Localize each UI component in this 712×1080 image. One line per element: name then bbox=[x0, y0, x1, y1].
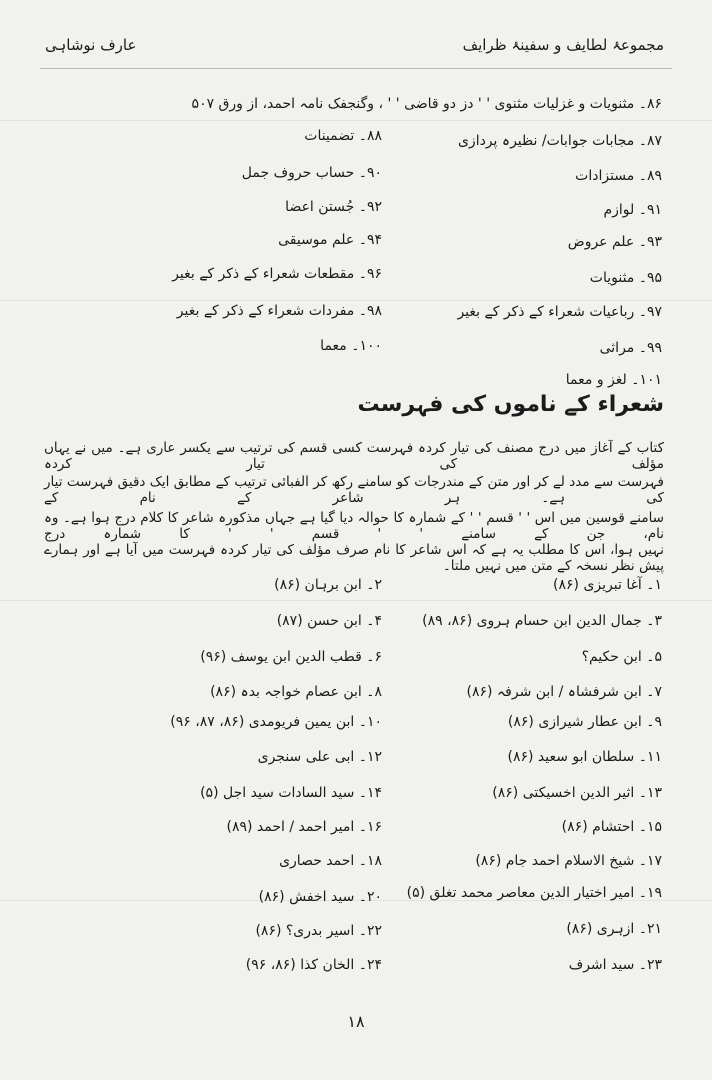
paragraph-line: سامنے قوسین میں اس ' ' قسم ' ' کے شمارہ کا حوالہ دیا گیا ہے جہاں مذکورہ شاعر کا کلام درج ہوا ہے۔ وہ نام، جن کے سامنے ' ' قسم ' ' کا شمارہ درج bbox=[44, 510, 664, 542]
list-item-86: ۸۶۔ مثنویات و غزلیات مثنوی ' ' دز دو قاضی ' ' ، وگنجفک نامہ احمد، از ورق ۵۰۷ bbox=[191, 96, 662, 112]
list-item: ۹۲۔ جُستن اعضا bbox=[285, 199, 382, 215]
poet-entry: ۲۴۔ الخان کذا (۸۶، ۹۶) bbox=[245, 957, 382, 973]
list-item: ۹۶۔ مقطعات شعراء کے ذکر کے بغیر bbox=[172, 266, 382, 282]
running-title: مجموعۂ لطایف و سفینۂ ظرایف bbox=[462, 36, 664, 54]
list-item: ۹۱۔ لوازم bbox=[603, 202, 662, 218]
paragraph-line: نہیں ہوا، اس کا مطلب یہ ہے کہ اس شاعر کا نام صرف مؤلف کی تیار کردہ فہرست میں آیا ہے اور ہمارے پیش نظر نسخہ کے متن میں نہیں ملتا۔ bbox=[44, 542, 664, 574]
poet-entry: ۱۹۔ امیر اختیار الدین معاصر محمد تغلق (۵) bbox=[406, 885, 662, 901]
list-item-101: ۱۰۱۔ لغز و معما bbox=[565, 372, 662, 388]
paragraph-line: کتاب کے آغاز میں درج مصنف کی تیار کردہ فہرست کسی قسم کی ترتیب سے یکسر عاری ہے۔ میں نے یہاں مؤلف کی تیار کردہ bbox=[44, 440, 664, 472]
poet-entry: ۹۔ ابن عطار شیرازی (۸۶) bbox=[507, 714, 662, 730]
poet-entry: ۱۱۔ سلطان ابو سعید (۸۶) bbox=[507, 749, 662, 765]
poet-entry: ۱۶۔ امیر احمد / احمد (۸۹) bbox=[226, 819, 382, 835]
poet-entry: ۱۸۔ احمد حصاری bbox=[279, 853, 382, 869]
section-heading: شعراء کے ناموں کی فہرست bbox=[357, 392, 664, 417]
list-item: ۹۷۔ رباعیات شعراء کے ذکر کے بغیر bbox=[457, 304, 662, 320]
list-item: ۸۸۔ تضمینات bbox=[304, 128, 382, 144]
author-name: عارف نوشاہی bbox=[45, 36, 137, 54]
poet-entry: ۲۔ ابن برہان (۸۶) bbox=[274, 577, 382, 593]
list-item: ۹۵۔ مثنویات bbox=[589, 270, 662, 286]
poet-entry: ۲۳۔ سید اشرف bbox=[568, 957, 662, 973]
poet-entry: ۱۲۔ ابی علی سنجری bbox=[257, 749, 382, 765]
list-item: ۹۳۔ علم عروض bbox=[567, 234, 662, 250]
poet-entry: ۴۔ ابن حسن (۸۷) bbox=[276, 613, 382, 629]
list-item: ۸۹۔ مستزادات bbox=[575, 168, 662, 184]
poet-entry: ۸۔ ابن عصام خواجہ بدہ (۸۶) bbox=[210, 684, 382, 700]
poet-entry: ۷۔ ابن شرفشاہ / ابن شرفہ (۸۶) bbox=[466, 684, 662, 700]
list-item: ۱۰۰۔ معما bbox=[320, 338, 382, 354]
poet-entry: ۱۳۔ اثیر الدین اخسیکتی (۸۶) bbox=[492, 785, 662, 801]
poet-entry: ۵۔ ابن حکیم؟ bbox=[581, 649, 662, 665]
poet-entry: ۳۔ جمال الدین ابن حسام ہروی (۸۶، ۸۹) bbox=[422, 613, 662, 629]
poet-entry: ۶۔ قطب الدین ابن یوسف (۹۶) bbox=[200, 649, 382, 665]
poet-entry: ۲۱۔ ازہری (۸۶) bbox=[566, 921, 662, 937]
header-rule bbox=[40, 68, 672, 69]
list-item: ۹۰۔ حساب حروف جمل bbox=[241, 165, 382, 181]
poet-entry: ۱۵۔ احتشام (۸۶) bbox=[561, 819, 662, 835]
list-item: ۹۹۔ مراثی bbox=[599, 340, 662, 356]
page-number: ۱۸ bbox=[347, 1012, 365, 1031]
poet-entry: ۲۲۔ اسیر بدری؟ (۸۶) bbox=[255, 923, 382, 939]
poet-entry: ۱۰۔ ابن یمین فریومدی (۸۶، ۸۷، ۹۶) bbox=[170, 714, 382, 730]
list-item: ۹۴۔ علم موسیقی bbox=[278, 232, 382, 248]
poet-entry: ۲۰۔ سید اخفش (۸۶) bbox=[258, 889, 382, 905]
poet-entry: ۱۴۔ سید السادات سید اجل (۵) bbox=[200, 785, 382, 801]
poet-entry: ۱۷۔ شیخ الاسلام احمد جام (۸۶) bbox=[475, 853, 662, 869]
list-item: ۸۷۔ مجابات جوابات/ نظیرہ پردازی bbox=[457, 133, 662, 149]
paragraph-line: فہرست سے مدد لے کر اور متن کے مندرجات کو سامنے رکھ کر الفبائی ترتیب کے مطابق ایک دقیق فہرست تیار کی ہے۔ ہر شاعر کے نام کے bbox=[44, 474, 664, 506]
poet-entry: ۱۔ آغا تبریزی (۸۶) bbox=[553, 577, 662, 593]
list-item: ۹۸۔ مفردات شعراء کے ذکر کے بغیر bbox=[176, 303, 382, 319]
